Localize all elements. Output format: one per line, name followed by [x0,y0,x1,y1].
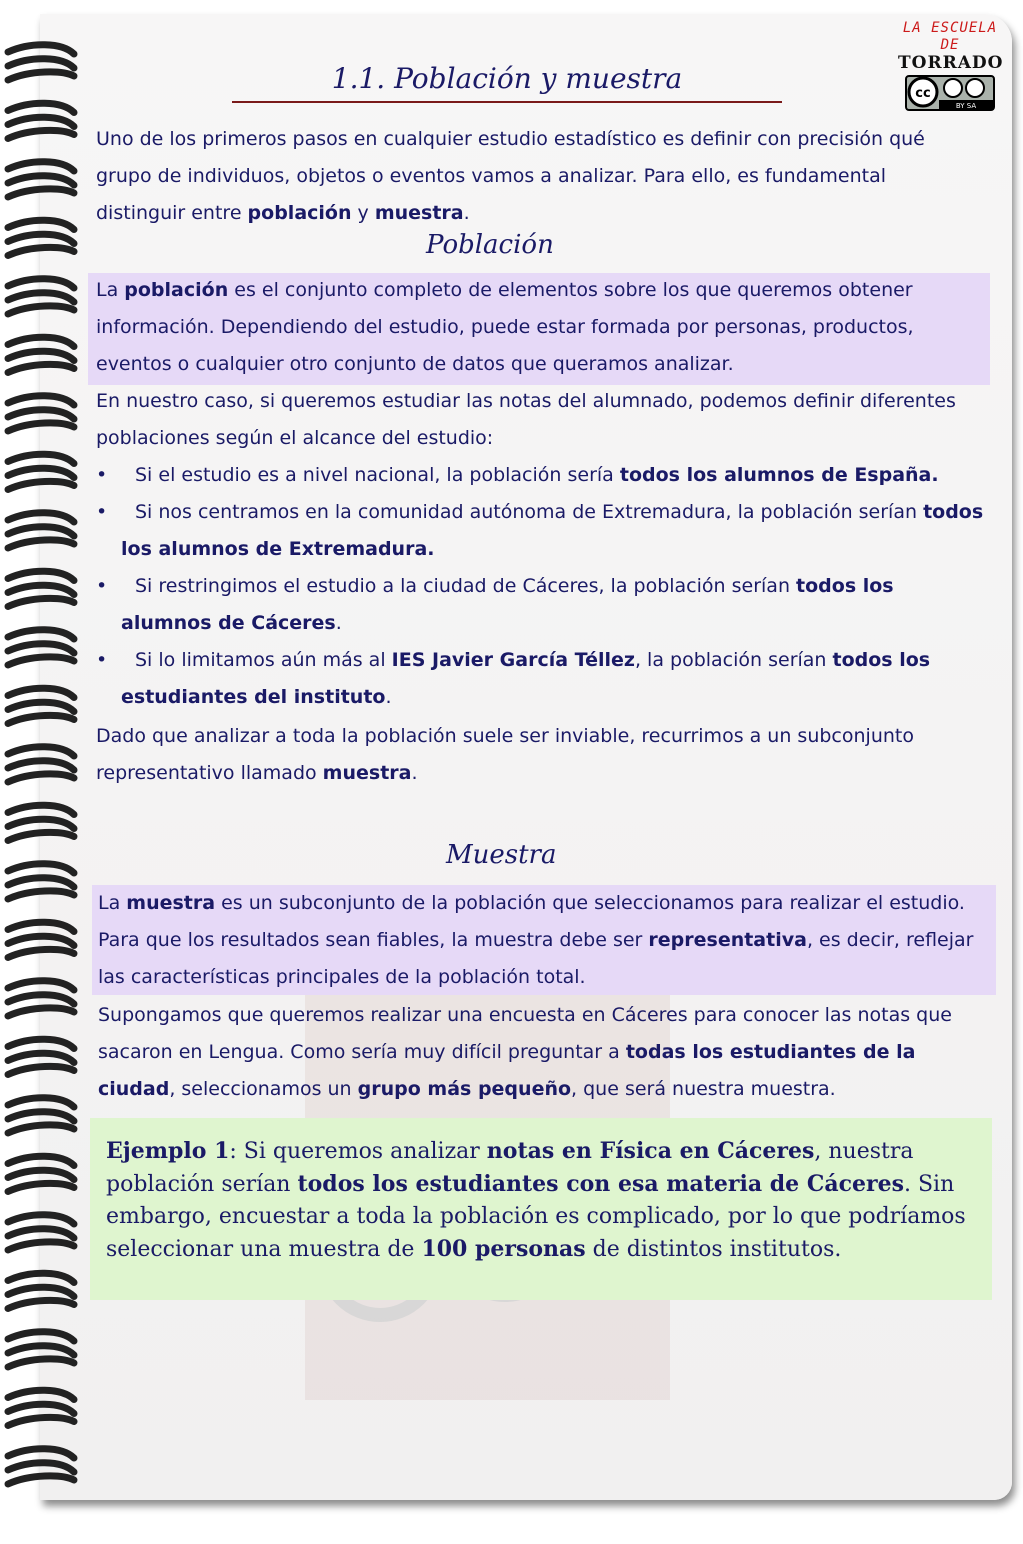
muestra-def-line-3: las características principales de la población total. [98,966,586,988]
spiral-ring [8,337,74,372]
heading-poblacion: Población [426,230,554,260]
spiral-ring [8,747,74,782]
caso-line-2: poblaciones según el alcance del estudio: [96,427,494,449]
spiral-ring [8,220,74,255]
page-title: 1.1. Población y muestra [331,62,683,95]
intro-line-1: Uno de los primeros pasos en cualquier estudio estadístico es definir con precisión qué [96,128,925,150]
muestra-def-line-1: La muestra es un subconjunto de la población que seleccionamos para realizar el estudio. [98,892,965,914]
spiral-ring [8,45,74,80]
license-text: BY SA [955,102,977,110]
spiral-ring [8,1156,74,1191]
muestra-def-line-2: Para que los resultados sean fiables, la muestra debe ser representativa, es decir, reflejar [98,929,974,951]
spiral-ring [8,630,74,665]
spiral-binding [0,0,90,1544]
bullet-dot: • [96,501,108,523]
list-item-caceres: Si restringimos el estudio a la ciudad de Cáceres, la población serían todos los [135,575,894,597]
heading-muestra: Muestra [446,840,557,870]
poblacion-def-line-3: eventos o cualquier otro conjunto de datos que queramos analizar. [96,353,734,375]
logo-line-1: LA ESCUELA [902,20,998,36]
spiral-ring [8,454,74,489]
logo-line-2: DE [940,37,960,53]
spiral-ring [8,922,74,957]
list-item-instituto: Si lo limitamos aún más al IES Javier García Téllez, la población serían todos los [135,649,931,671]
intro-line-2: grupo de individuos, objetos o eventos vamos a analizar. Para ello, es fundamental [96,165,887,187]
poblacion-def-line-1: La población es el conjunto completo de elementos sobre los que queremos obtener [96,279,913,301]
spiral-ring [8,162,74,197]
spiral-ring [8,103,74,138]
title-underline [232,101,782,103]
svg-text:cc: cc [915,86,931,101]
intro-line-3: distinguir entre población y muestra. [96,202,470,224]
spiral-ring [8,688,74,723]
spiral-ring [8,279,74,314]
spiral-ring [8,805,74,840]
spiral-ring [8,1039,74,1074]
spiral-ring [8,864,74,899]
supongamos-line-3: ciudad, seleccionamos un grupo más pequeño, que será nuestra muestra. [98,1078,836,1100]
spiral-ring [8,1449,74,1484]
spiral-ring [8,981,74,1016]
list-item-extremadura: Si nos centramos en la comunidad autónoma de Extremadura, la población serían todos [135,501,984,523]
supongamos-line-1: Supongamos que queremos realizar una encuesta en Cáceres para conocer las notas que [98,1004,952,1026]
list-item-caceres-cont: alumnos de Cáceres. [121,612,342,634]
example-text: Ejemplo 1: Si queremos analizar notas en Física en Cáceres, nuestra población serían todos los estudiantes con esa materia de Cáceres. Sin embargo, encuestar a toda la población es complicado, por lo que podríamos seleccionar una muestra de 100 personas de distintos institutos. [106,1138,966,1262]
spiral-ring [8,1332,74,1367]
bullet-dot: • [96,649,108,671]
spiral-ring [8,513,74,548]
spiral-ring [8,571,74,606]
spiral-ring [8,1390,74,1425]
poblacion-def-line-2: información. Dependiendo del estudio, puede estar formada por personas, productos, [96,316,914,338]
escuela-torrado-logo [898,20,1002,118]
list-item-instituto-cont: estudiantes del instituto. [121,686,392,708]
spiral-ring [8,1215,74,1250]
supongamos-line-2: sacaron en Lengua. Como sería muy difícil preguntar a todas los estudiantes de la [98,1041,916,1063]
spiral-ring [8,1273,74,1308]
dado-line-1: Dado que analizar a toda la población suele ser inviable, recurrimos a un subconjunto [96,725,914,747]
caso-line-1: En nuestro caso, si queremos estudiar las notas del alumnado, podemos definir diferentes [96,390,956,412]
dado-line-2: representativo llamado muestra. [96,762,418,784]
bullet-dot: • [96,464,108,486]
cc-by-sa-icon [905,75,995,111]
bullet-dot: • [96,575,108,597]
spiral-ring [8,396,74,431]
logo-line-3: TORRADO [898,53,1004,73]
spiral-ring [8,1098,74,1133]
list-item-extremadura-cont: los alumnos de Extremadura. [121,538,435,560]
list-item-nacional: Si el estudio es a nivel nacional, la población sería todos los alumnos de España. [135,464,939,486]
